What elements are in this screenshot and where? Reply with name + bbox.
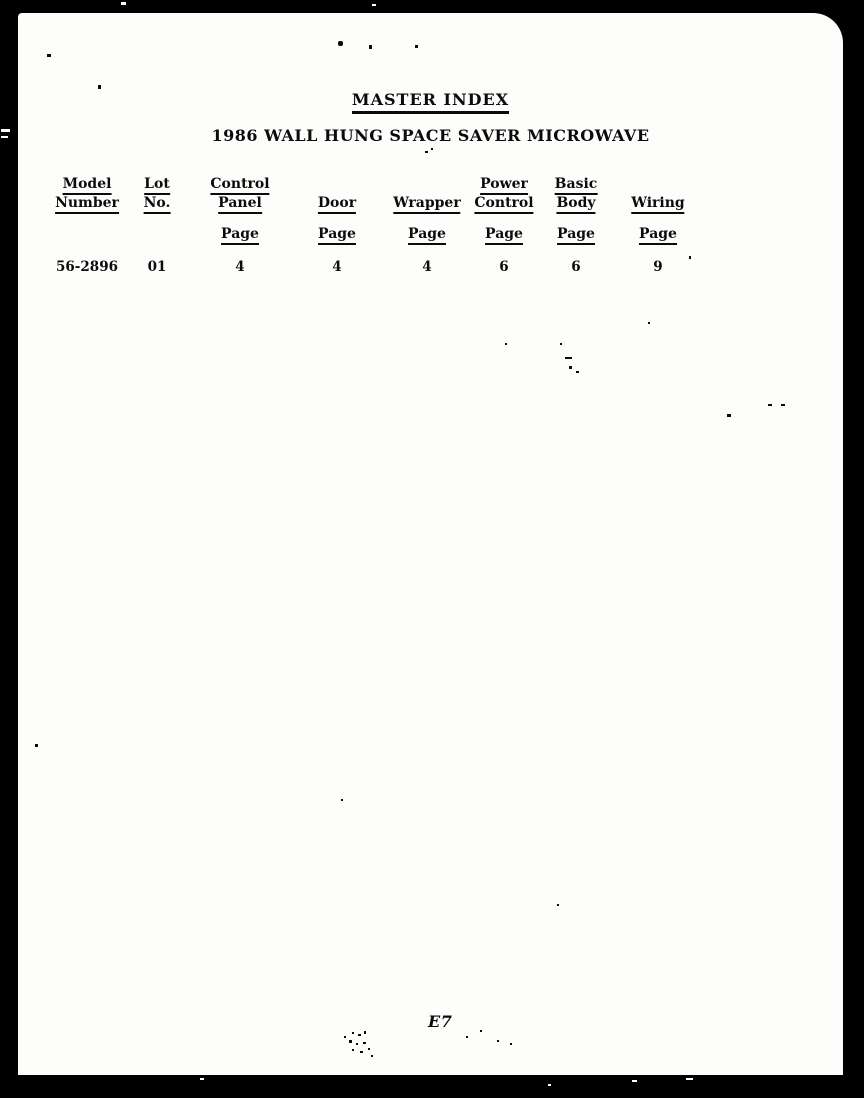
value-wrapper: 4 xyxy=(422,259,432,275)
value-control-panel: 4 xyxy=(235,259,245,275)
header-control-panel-l2: Panel xyxy=(218,195,262,214)
page-label-wiring: Page xyxy=(639,226,677,245)
page-title-text: MASTER INDEX xyxy=(352,90,509,114)
header-door: Door xyxy=(318,195,356,214)
header-basic-body-l1: Basic xyxy=(555,176,598,195)
page-label-power-control: Page xyxy=(485,226,523,245)
page-label-wrapper: Page xyxy=(408,226,446,245)
header-basic-body-l2: Body xyxy=(556,195,595,214)
header-power-control-l2: Control xyxy=(474,195,533,214)
header-model-l1: Model xyxy=(63,176,112,195)
header-model-l2: Number xyxy=(55,195,119,214)
header-power-control-l1: Power xyxy=(480,176,528,195)
header-lot-l2: No. xyxy=(144,195,171,214)
header-control-panel-l1: Control xyxy=(210,176,269,195)
page-label-door: Page xyxy=(318,226,356,245)
page-label-control-panel: Page xyxy=(221,226,259,245)
header-wrapper: Wrapper xyxy=(393,195,460,214)
value-lot-no: 01 xyxy=(147,259,167,275)
value-door: 4 xyxy=(332,259,342,275)
page-title xyxy=(18,90,843,114)
value-model-number: 56-2896 xyxy=(56,259,118,275)
value-power-control: 6 xyxy=(499,259,509,275)
header-wiring: Wiring xyxy=(631,195,684,214)
paper-page xyxy=(18,13,843,1075)
page-subtitle: 1986 WALL HUNG SPACE SAVER MICROWAVE xyxy=(211,126,650,145)
value-wiring: 9 xyxy=(653,259,663,275)
footer-page-label: E7 xyxy=(428,1012,453,1031)
value-basic-body: 6 xyxy=(571,259,581,275)
page-label-basic-body: Page xyxy=(557,226,595,245)
header-lot-l1: Lot xyxy=(144,176,170,195)
